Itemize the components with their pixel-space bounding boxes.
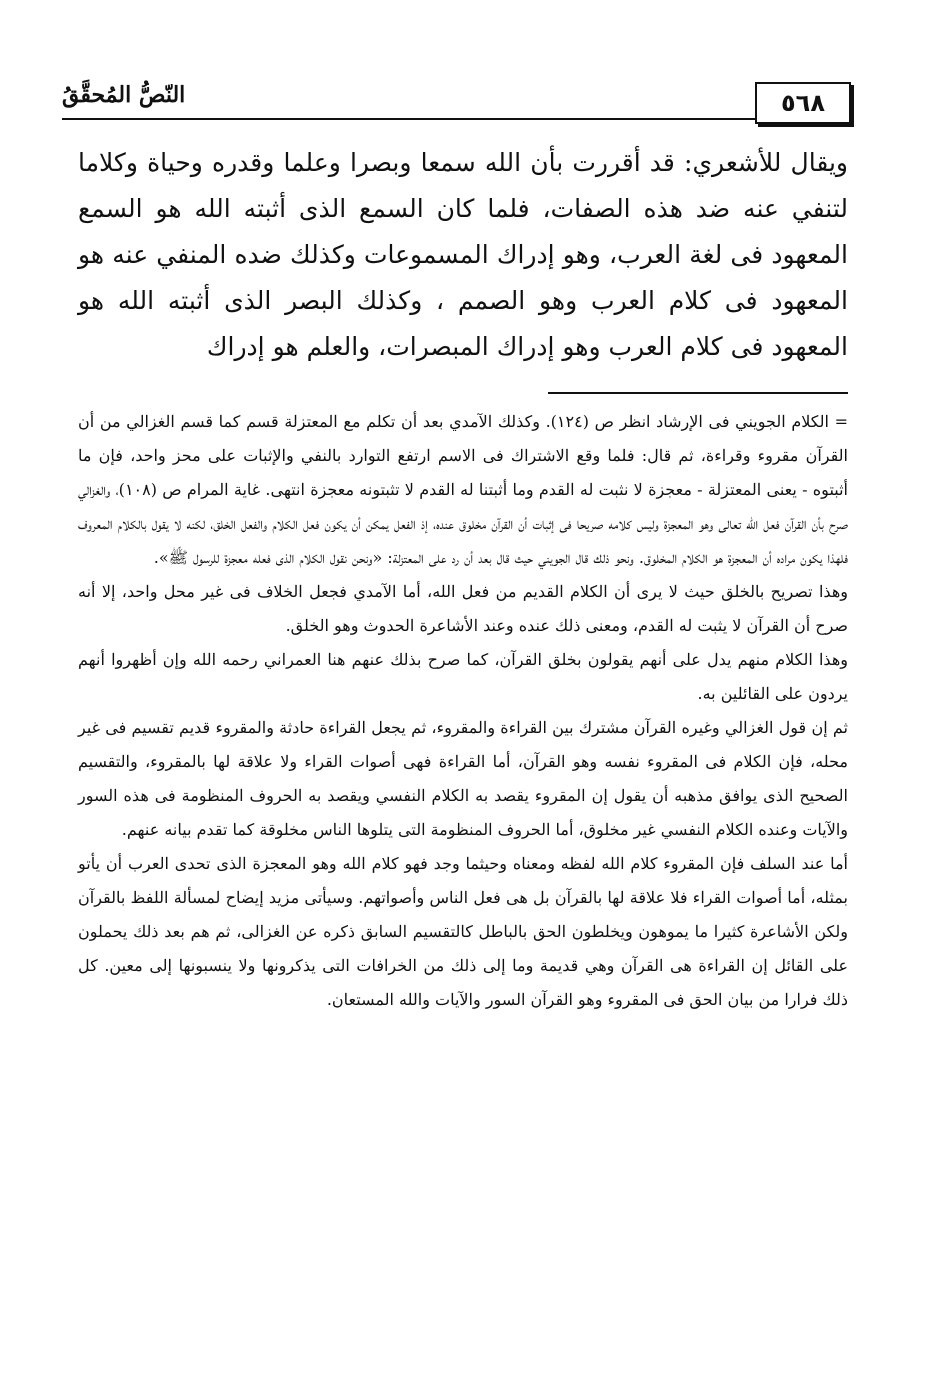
- header-rule: [62, 118, 755, 120]
- footnote-separator: [548, 392, 848, 394]
- footnote-paragraph: ثم إن قول الغزالي وغيره القرآن مشترك بين القراءة والمقروء، ثم يجعل القراءة حادثة والمقروء قديم تقسيم فى غير محله، فإن الكلام فى المقروء نفسه وهو القرآن، أما القراءة فهى أصوات القراء ولا علاقة لها بالمقروء، والتقسيم الصحيح الذى يوافق مذهبه أن يقول إن المقروء يقصد به الكلام النفسي ويقصد به الحروف المنظومة فى هذه السور والآيات وعنده الكلام النفسي غير مخلوق، أما الحروف المنظومة التى يتلوها الناس مخلوقة كما تقدم بيانه عنهم.: [78, 718, 848, 839]
- main-text: [78, 140, 848, 370]
- page-number-text: ٥٦٨: [781, 89, 825, 117]
- main-paragraph: ويقال للأشعري: قد أقررت بأن الله سمعا وبصرا وعلما وقدره وحياة وكلاما لتنفي عنه ضد هذه الصفات، فلما كان السمع الذى أثبته الله هو السمع المعهود فى لغة العرب، وهو إدراك المسموعات وكذلك ضده المنفي عنه هو المعهود فى كلام العرب وهو الصمم ، وكذلك البصر الذى أثبته الله هو المعهود فى كلام العرب وهو إدراك المبصرات، والعلم هو إدراك: [78, 148, 848, 361]
- footnote-paragraph: = الكلام الجويني فى الإرشاد انظر ص (١٢٤). وكذلك الآمدي بعد أن تكلم مع المعتزلة قسم كما قسم الغزالي من أن القرآن مقروء وقراءة، ثم قال: فلما وقع الاشتراك فى الاسم ارتفع التوارد بالنفي والإثبات على محز واحد، فإن ما أثبتوه - يعنى المعتزلة - معجزة لا نثبت له القدم وما أثبتنا له القدم لا تثبتونه معجزة انتهى. غاية المرام ص (١٠٨)، والغزالي صرح بأن القرآن فعل الله تعالى وهو المعجزة وليس كلامه صريحا فى إثبات أن القرآن مخلوق عنده، إذ الفعل يمكن أن يكون فعل الكلام والفعل الخلق، لكنه لا يقول بالكلام المعروف فلهذا يكون مراده أن المعجزة هو الكلام المخلوق. ونحو ذلك قال الجويني حيث قال بعد أن رد على المعتزلة: «ونحن نقول الكلام الذى فعله معجزة للرسول ﷺ».: [78, 412, 849, 567]
- running-head: النّصُّ المُحقَّقُ: [62, 82, 186, 108]
- footnote-paragraph: وهذا الكلام منهم يدل على أنهم يقولون بخلق القرآن، كما صرح بذلك عنهم هنا العمراني رحمه الله وإن أظهروا أنهم يردون على القائلين به.: [78, 650, 848, 703]
- footnote-paragraph: أما عند السلف فإن المقروء كلام الله لفظه ومعناه وحيثما وجد فهو كلام الله وهو المعجزة الذى تحدى العرب أن يأتو بمثله، أما أصوات القراء فلا علاقة لها بالقرآن بل هى فعل الناس وأصواتهم. وسيأتى مزيد إيضاح لمسألة اللفظ بالقرآن ولكن الأشاعرة كثيرا ما يموهون ويخلطون الحق بالباطل كالتقسيم السابق ذكره عن الغزالى، ثم هم بعد ذلك يحملون على القائل إن القراءة هى القرآن وهي قديمة وما إلى ذلك من الخرافات التى يذكرونها ولا ينسبونها إلى معين. كل ذلك فرارا من بيان الحق فى المقروء وهو القرآن السور والآيات والله المستعان.: [78, 854, 848, 1009]
- footnote-paragraph: وهذا تصريح بالخلق حيث لا يرى أن الكلام القديم من فعل الله، أما الآمدي فجعل الخلاف فى غير محل واحد، إلا أنه صرح أن القرآن لا يثبت له القدم، ومعنى ذلك عنده وعند الأشاعرة الحدوث وهو الخلق.: [78, 582, 848, 635]
- page-number: [755, 82, 851, 124]
- footnotes: [78, 405, 848, 1017]
